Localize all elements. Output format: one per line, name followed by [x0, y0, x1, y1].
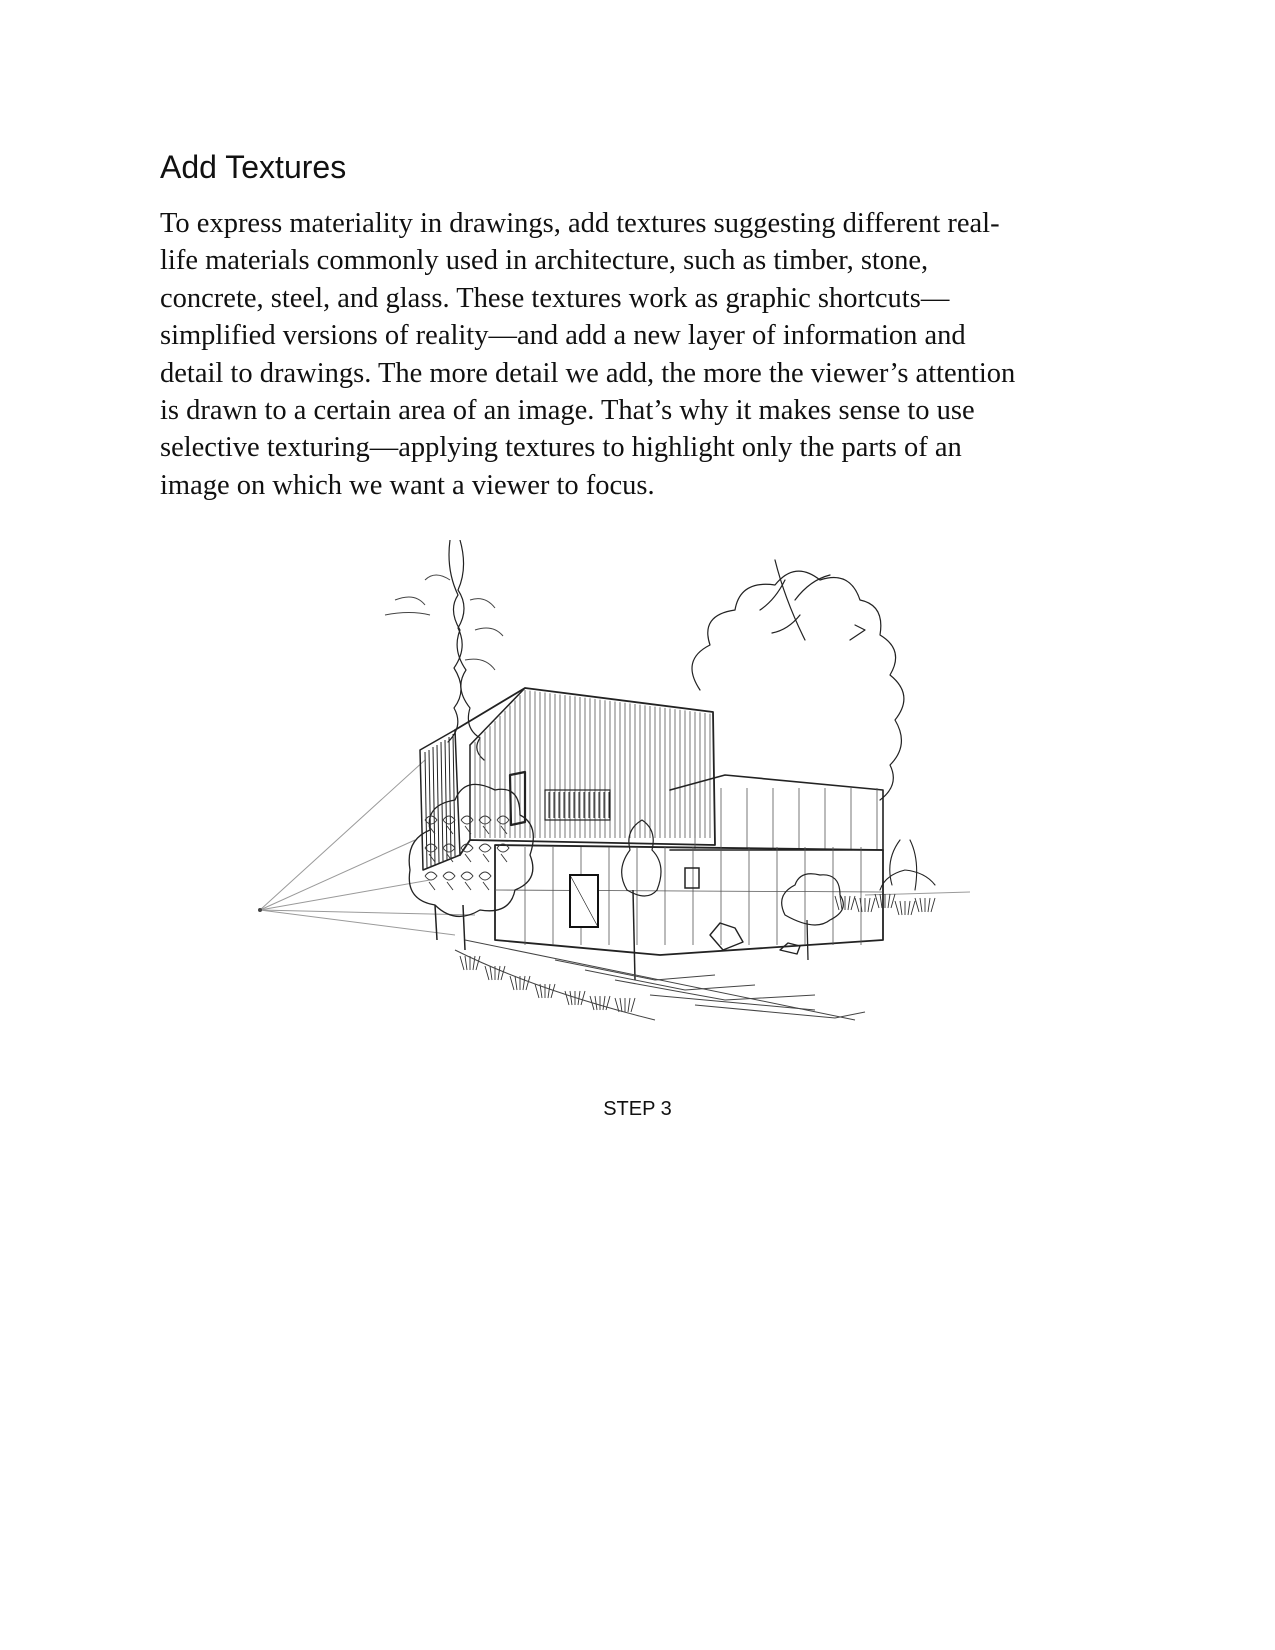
background-tree-left	[385, 540, 503, 760]
figure-caption: STEP 3	[603, 1098, 672, 1120]
paragraph-line: To express materiality in drawings, add textures suggesting different real-	[160, 208, 1000, 239]
paving-path	[455, 940, 865, 1020]
paragraph-line: image on which we want a viewer to focus.	[160, 469, 655, 501]
paragraph-line: selective texturing—applying textures to highlight only the parts of an	[160, 432, 962, 464]
paragraph-line: detail to drawings. The more detail we add, the more the viewer’s attention	[160, 357, 1016, 389]
paragraph-line: life materials commonly used in architecture, such as timber, stone,	[160, 245, 929, 277]
upper-main-volume	[455, 688, 715, 855]
section-heading: Add Textures	[160, 149, 347, 185]
paragraph-line: is drawn to a certain area of an image. That’s why it makes sense to use	[160, 395, 975, 427]
ground-floor-volume	[495, 845, 883, 955]
background-tree-right	[692, 560, 904, 800]
right-upper-volume	[670, 775, 883, 850]
architecture-sketch-illustration	[255, 540, 1015, 1100]
perspective-guides	[258, 760, 970, 935]
body-paragraph	[160, 205, 1120, 504]
paragraph-line: concrete, steel, and glass. These textures work as graphic shortcuts—	[160, 282, 950, 314]
foreground-trees	[409, 784, 935, 980]
paragraph-line: simplified versions of reality—and add a new layer of information and	[160, 320, 966, 352]
